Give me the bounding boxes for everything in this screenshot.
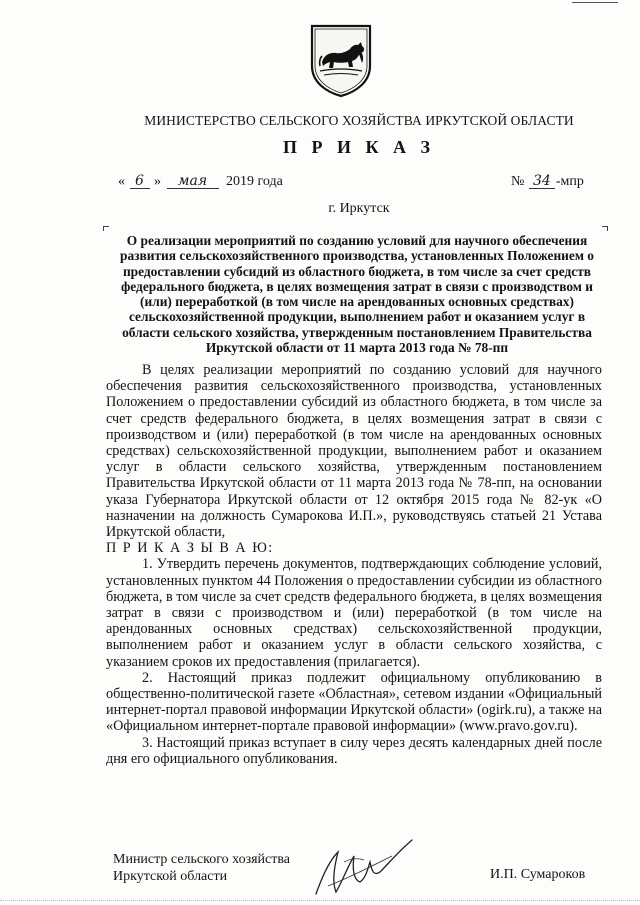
coat-of-arms-emblem-icon: [308, 22, 374, 98]
city-line: г. Иркутск: [328, 201, 390, 216]
signatory-title-line-2: Иркутской области: [113, 869, 228, 884]
scan-edge-noise: [0, 900, 640, 904]
preamble-paragraph: В целях реализации мероприятий по созданию условий для научного обеспечения развития сельскохозяйственного производства, установленных Положением о предоставлении субсидий из областного бюджета, в том числе за счет средств федерального бюджета, в целях возмещения затрат в связи с производством и (или) переработкой (в том числе на арендованных основных средствах) сельскохозяйственной продукции, выполнением работ и оказанием услуг в области сельского хозяйства, утвержденным постановлением Правительства Иркутской области от 11 марта 2013 года № 78-пп, на основании указа Губернатора Иркутской области от 12 октября 2015 года № 82-ук «О назначении на должность Сумарокова И.П.», руководствуясь статьей 21 Устава Иркутской области,: [106, 362, 602, 541]
document-type-title: П Р И К А З: [282, 137, 436, 157]
number-handwritten: 34: [529, 174, 555, 189]
ministry-name: МИНИСТЕРСТВО СЕЛЬСКОГО ХОЗЯЙСТВА ИРКУТСКОЙ ОБЛАСТИ: [144, 113, 574, 128]
order-item-3: 3. Настоящий приказ вступает в силу через десять календарных дней после дня его официального опубликования.: [106, 734, 602, 767]
order-item-2: 2. Настоящий приказ подлежит официальному опубликованию в общественно-политической газете «Областная», сетевом издании «Официальный интернет-портал правовой информации Иркутской области» (ogirk.ru), а также на «Официальном интернет-портале правовой информации» (www.pravo.gov.ru).: [106, 669, 602, 735]
number-prefix: №: [511, 174, 525, 189]
order-body: [106, 362, 602, 767]
signatory-name: И.П. Сумароков: [490, 867, 586, 882]
handwritten-signature: [308, 822, 418, 902]
scan-mark: [572, 2, 618, 4]
orders-label: П Р И К А З Ы В А Ю:: [106, 540, 274, 557]
date-month-handwritten: мая: [167, 174, 219, 189]
date-open-quote: «: [118, 174, 125, 189]
subject-corner-left: [103, 226, 109, 231]
order-subject: О реализации мероприятий по созданию условий для научного обеспечения развития сельскохозяйственного производства, установленных Положением о предоставлении субсидий из областного бюджета, в том числе за счет средств федерального бюджета, в целях возмещения затрат в связи с производством и (или) переработкой (в том числе на арендованных основных средствах) сельскохозяйственной продукции, выполнением работ и оказанием услуг в области сельского хозяйства, утвержденным постановлением Правительства Иркутской области от 11 марта 2013 года № 78-пп: [120, 233, 594, 356]
signatory-title-line-1: Министр сельского хозяйства: [113, 852, 290, 867]
number-suffix: -мпр: [555, 174, 584, 189]
order-date: [118, 174, 283, 190]
date-close-quote: »: [154, 174, 161, 189]
signatory-title: [113, 851, 290, 885]
order-item-1: 1. Утвердить перечень документов, подтверждающих соблюдение условий, установленных пунктом 44 Положения о предоставлении субсидии из областного бюджета, в том числе за счет средств федерального бюджета, в целях возмещения затрат в связи с производством и (или) переработкой (в том числе на арендованных основных средствах) сельскохозяйственной продукции, выполнением работ и оказанием услуг в области сельского хозяйства, с указанием сроков их предоставления (прилагается).: [106, 556, 603, 670]
subject-corner-right: [602, 226, 608, 231]
date-year: 2019 года: [226, 174, 283, 189]
date-day-handwritten: 6: [130, 174, 150, 189]
order-number: [511, 174, 584, 190]
